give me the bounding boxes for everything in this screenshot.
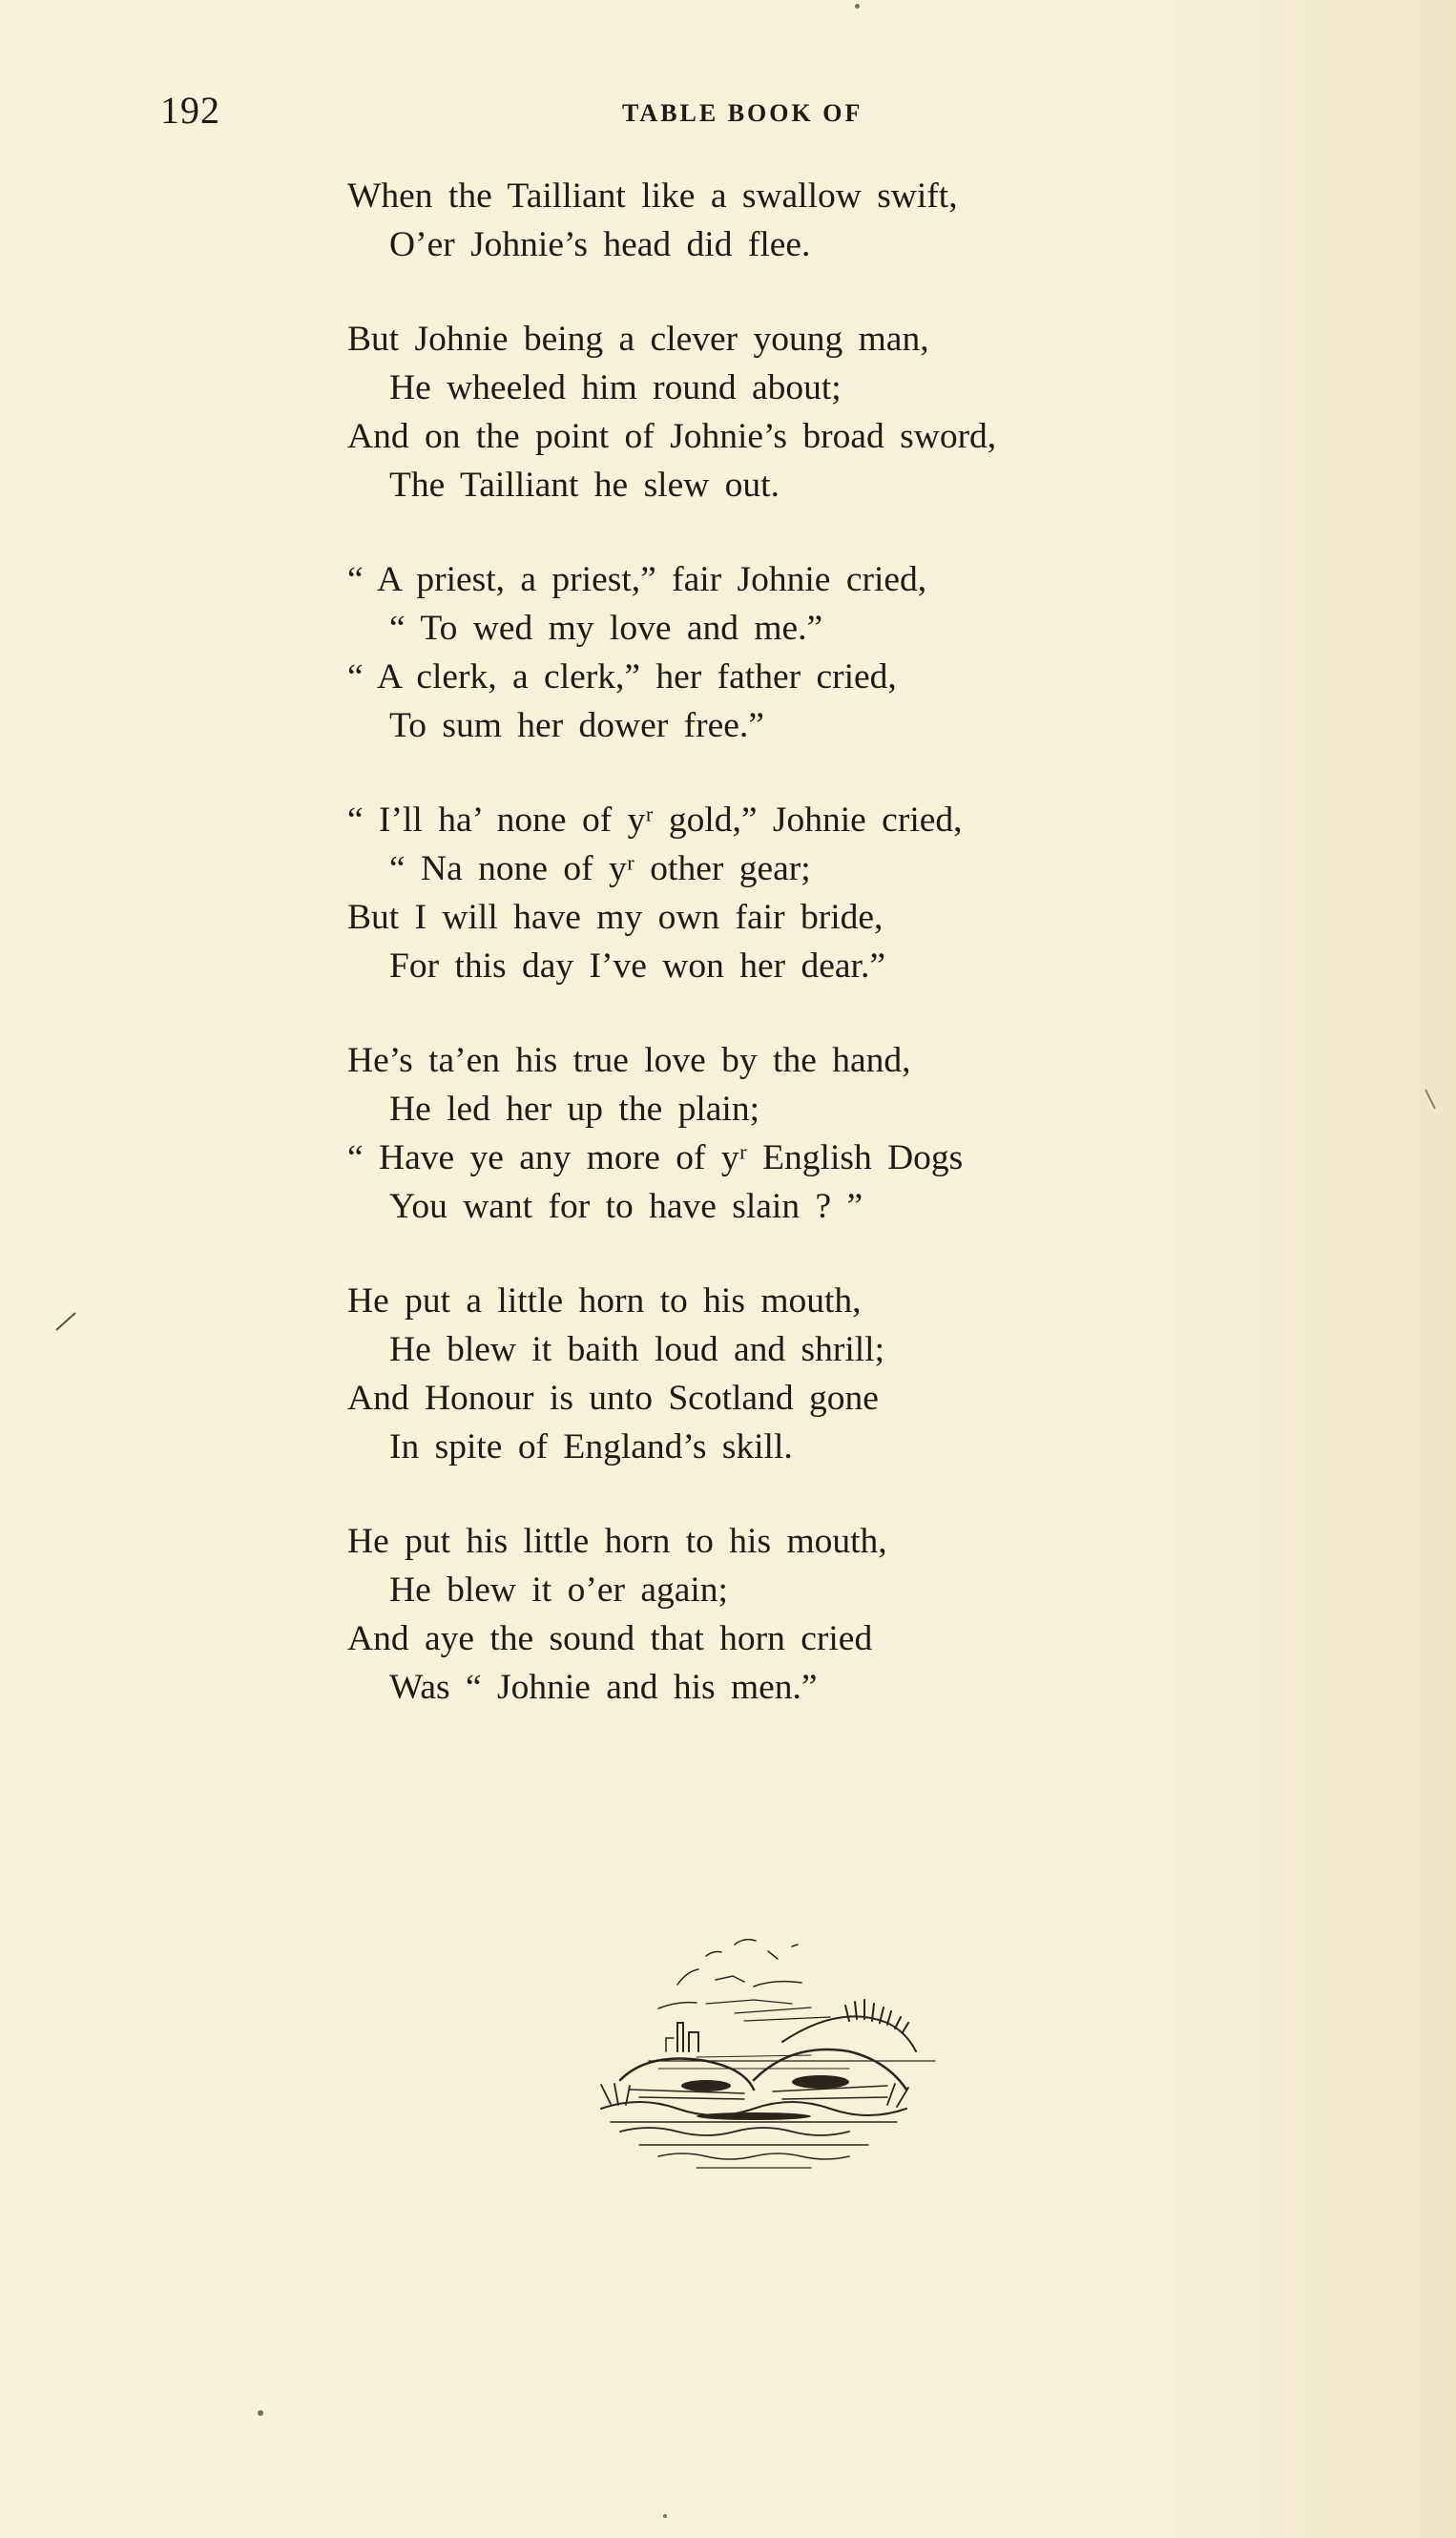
page-number: 192 [160,89,220,132]
poem-line: When the Tailliant like a swallow swift, [347,177,958,216]
poem-line: O’er Johnie’s head did flee. [389,225,811,264]
paper-speck [258,2410,263,2416]
poem-line: He’s ta’en his true love by the hand, [347,1041,911,1080]
poem-line: You want for to have slain ? ” [389,1187,863,1226]
poem-line: He wheeled him round about; [389,368,842,407]
margin-tick-mark [1422,1086,1441,1114]
margin-tick-mark [52,1307,81,1336]
poem-line: And on the point of Johnie’s broad sword, [347,417,997,456]
poem-line: Was “ Johnie and his men.” [389,1668,818,1707]
paper-speck [855,4,860,9]
poem-line: And aye the sound that horn cried [347,1619,873,1658]
stanza-4 [347,796,1301,990]
stanza-1 [347,172,1301,269]
poem-line: “ A clerk, a clerk,” her father cried, [347,657,897,697]
paper-speck [663,2514,667,2518]
poem-line: “ To wed my love and me.” [389,609,823,648]
landscape-vignette-illustration [563,1918,945,2185]
poem-line: “ Na none of yʳ other gear; [389,849,811,888]
poem-line: “ Have ye any more of yʳ English Dogs [347,1138,964,1177]
stanza-5 [347,1036,1301,1231]
poem-line: He put a little horn to his mouth, [347,1281,862,1321]
poem-line: But I will have my own fair bride, [347,898,884,937]
stanza-6 [347,1277,1301,1471]
poem-line: “ A priest, a priest,” fair Johnie cried, [347,560,927,599]
running-title: TABLE BOOK OF [622,99,863,127]
poem-line: And Honour is unto Scotland gone [347,1379,879,1418]
poem-line: To sum her dower free.” [389,706,764,745]
poem-line: He blew it o’er again; [389,1571,728,1610]
poem-line: For this day I’ve won her dear.” [389,947,885,986]
stanza-3 [347,555,1301,750]
poem-line: He led her up the plain; [389,1090,760,1129]
stanza-2 [347,315,1301,510]
poem-line: But Johnie being a clever young man, [347,320,929,359]
poem [347,172,1301,1758]
poem-line: He put his little horn to his mouth, [347,1522,887,1561]
stanza-7 [347,1517,1301,1712]
poem-line: In spite of England’s skill. [389,1427,793,1467]
poem-line: The Tailliant he slew out. [389,466,780,505]
poem-line: He blew it baith loud and shrill; [389,1330,885,1369]
running-head [0,88,1456,135]
poem-line: “ I’ll ha’ none of yʳ gold,” Johnie cried, [347,801,963,840]
